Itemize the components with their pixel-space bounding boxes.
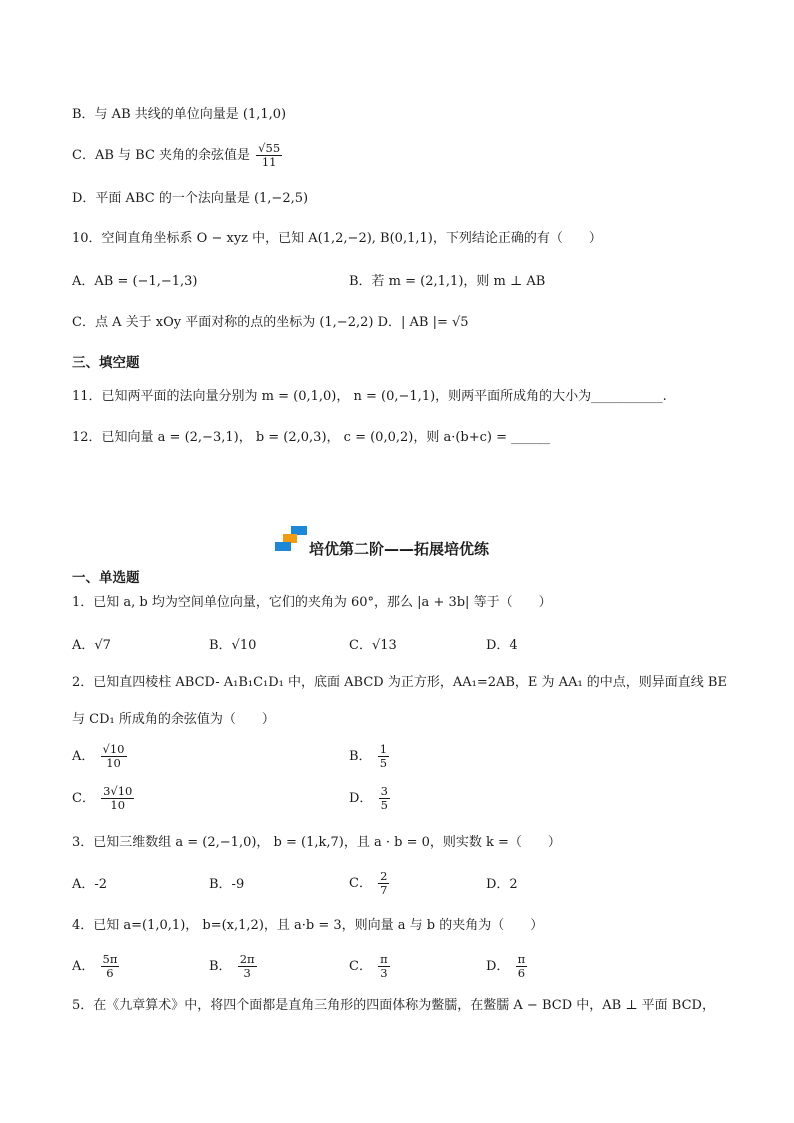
fraction-numerator: 1: [379, 742, 388, 756]
option-label: C．: [72, 791, 95, 806]
fraction-denominator: 3: [380, 966, 388, 980]
q4-option-a: [72, 953, 121, 980]
q10-option-a: A．AB = (−1,−1,3): [72, 274, 198, 289]
q11: 11．已知两平面的法向量分别为 m = (0,1,0)， n = (0,−1,1)，则两平面所成角的大小为___________.: [72, 389, 667, 404]
q4-stem: 4．已知 a=(1,0,1)， b=(x,1,2)，且 a·b = 3，则向量 a 与 b 的夹角为（ ）: [72, 918, 544, 933]
option-fraction: [516, 953, 528, 980]
fraction-numerator: 3√10: [103, 784, 133, 798]
q10-option-cd: C．点 A 关于 xOy 平面对称的点的坐标为 (1,−2,2) D．| AB |= √5: [72, 315, 469, 330]
fraction-numerator: π: [517, 952, 526, 966]
q3-stem: 3．已知三维数组 a = (2,−1,0)， b = (1,k,7)，且 a · b = 0，则实数 k =（ ）: [72, 835, 561, 850]
q2-stem-line1: 2．已知直四棱柱 ABCD- A₁B₁C₁D₁ 中，底面 ABCD 为正方形，AA₁=2AB，E 为 AA₁ 的中点，则异面直线 BE: [72, 675, 727, 690]
q5-stem: 5．在《九章算术》中，将四个面都是直角三角形的四面体称为鳖臑，在鳖臑 A − BCD 中，AB ⊥ 平面 BCD，: [72, 998, 715, 1013]
fraction-denominator: 3: [243, 966, 251, 980]
fraction-denominator: 10: [106, 756, 121, 770]
option-fraction: [379, 785, 390, 812]
option-label: A．: [72, 959, 95, 974]
option-fraction: [378, 743, 389, 770]
q4-option-b: [209, 953, 259, 980]
q1-option-c: C．√13: [349, 638, 397, 653]
q12: 12．已知向量 a = (2,−3,1)， b = (2,0,3)， c = (0,0,2)，则 a·(b+c) = ______: [72, 430, 551, 445]
option-label: B．: [349, 749, 372, 764]
fraction-numerator: √55: [258, 141, 281, 155]
banner-logo-icon: [273, 526, 309, 552]
fraction-denominator: 6: [517, 966, 526, 980]
q2-option-d: [349, 785, 392, 812]
fraction-denominator: 11: [261, 155, 277, 169]
q2-stem-line2: 与 CD₁ 所成角的余弦值为（ ）: [72, 712, 275, 727]
q1-option-b: B．√10: [209, 638, 257, 653]
q1-stem: 1．已知 a, b 均为空间单位向量，它们的夹角为 60°，那么 |a + 3b| 等于（ ）: [72, 595, 552, 610]
section-fill-in-title: 三、填空题: [72, 355, 140, 371]
q4-option-c: [349, 953, 392, 980]
fraction-numerator: √10: [102, 742, 125, 756]
q3-option-d: D．2: [486, 877, 518, 892]
q2-option-b: [349, 743, 391, 770]
option-label: C．: [349, 959, 372, 974]
q9-option-d: D．平面 ABC 的一个法向量是 (1,−2,5): [72, 191, 309, 206]
option-label: D．: [486, 959, 510, 974]
q3-option-c: [349, 870, 391, 897]
option-fraction: [238, 953, 257, 980]
q1-option-a: A．√7: [72, 638, 111, 653]
option-label: C．: [349, 876, 372, 891]
banner-title: 培优第二阶——拓展培优练: [309, 540, 490, 558]
q10-option-b: B．若 m = (2,1,1)，则 m ⊥ AB: [349, 274, 546, 289]
section-single-choice-title: 一、单选题: [72, 570, 140, 586]
q9-option-b: B．与 AB 共线的单位向量是 (1,1,0): [72, 107, 287, 122]
q9-option-c-text: C．AB 与 BC 夹角的余弦值是: [72, 148, 251, 163]
fraction-denominator: 5: [379, 756, 388, 770]
option-label: B．: [209, 959, 232, 974]
option-fraction: [101, 743, 127, 770]
option-fraction: [101, 953, 120, 980]
q4-option-d: [486, 953, 529, 980]
fraction-numerator: π: [380, 952, 388, 966]
option-fraction: [378, 953, 390, 980]
fraction-numerator: 3: [380, 784, 388, 798]
fraction-numerator: 5π: [102, 952, 118, 966]
q3-option-b: B．-9: [209, 877, 245, 892]
q1-option-d: D．4: [486, 638, 518, 653]
fraction-numerator: 2: [380, 869, 388, 883]
fraction-numerator: 2π: [239, 952, 255, 966]
q9-option-c-fraction: [256, 142, 282, 169]
logo-block-orange: [283, 534, 297, 543]
option-label: A．: [72, 749, 95, 764]
q2-option-c: [72, 785, 136, 812]
option-fraction: [101, 785, 134, 812]
q3-option-a: A．-2: [72, 877, 108, 892]
fraction-denominator: 6: [106, 966, 114, 980]
q10-stem: 10．空间直角坐标系 O − xyz 中，已知 A(1,2,−2), B(0,1,1)，下列结论正确的有（ ）: [72, 231, 602, 246]
option-fraction: [378, 870, 389, 897]
fraction-denominator: 10: [110, 798, 126, 812]
logo-block-blue-bottom: [275, 542, 291, 551]
q2-option-a: [72, 743, 129, 770]
fraction-denominator: 5: [380, 798, 388, 812]
q9-option-c: [72, 142, 284, 169]
logo-block-blue-top: [291, 526, 307, 535]
fraction-denominator: 7: [380, 883, 388, 897]
option-label: D．: [349, 791, 373, 806]
